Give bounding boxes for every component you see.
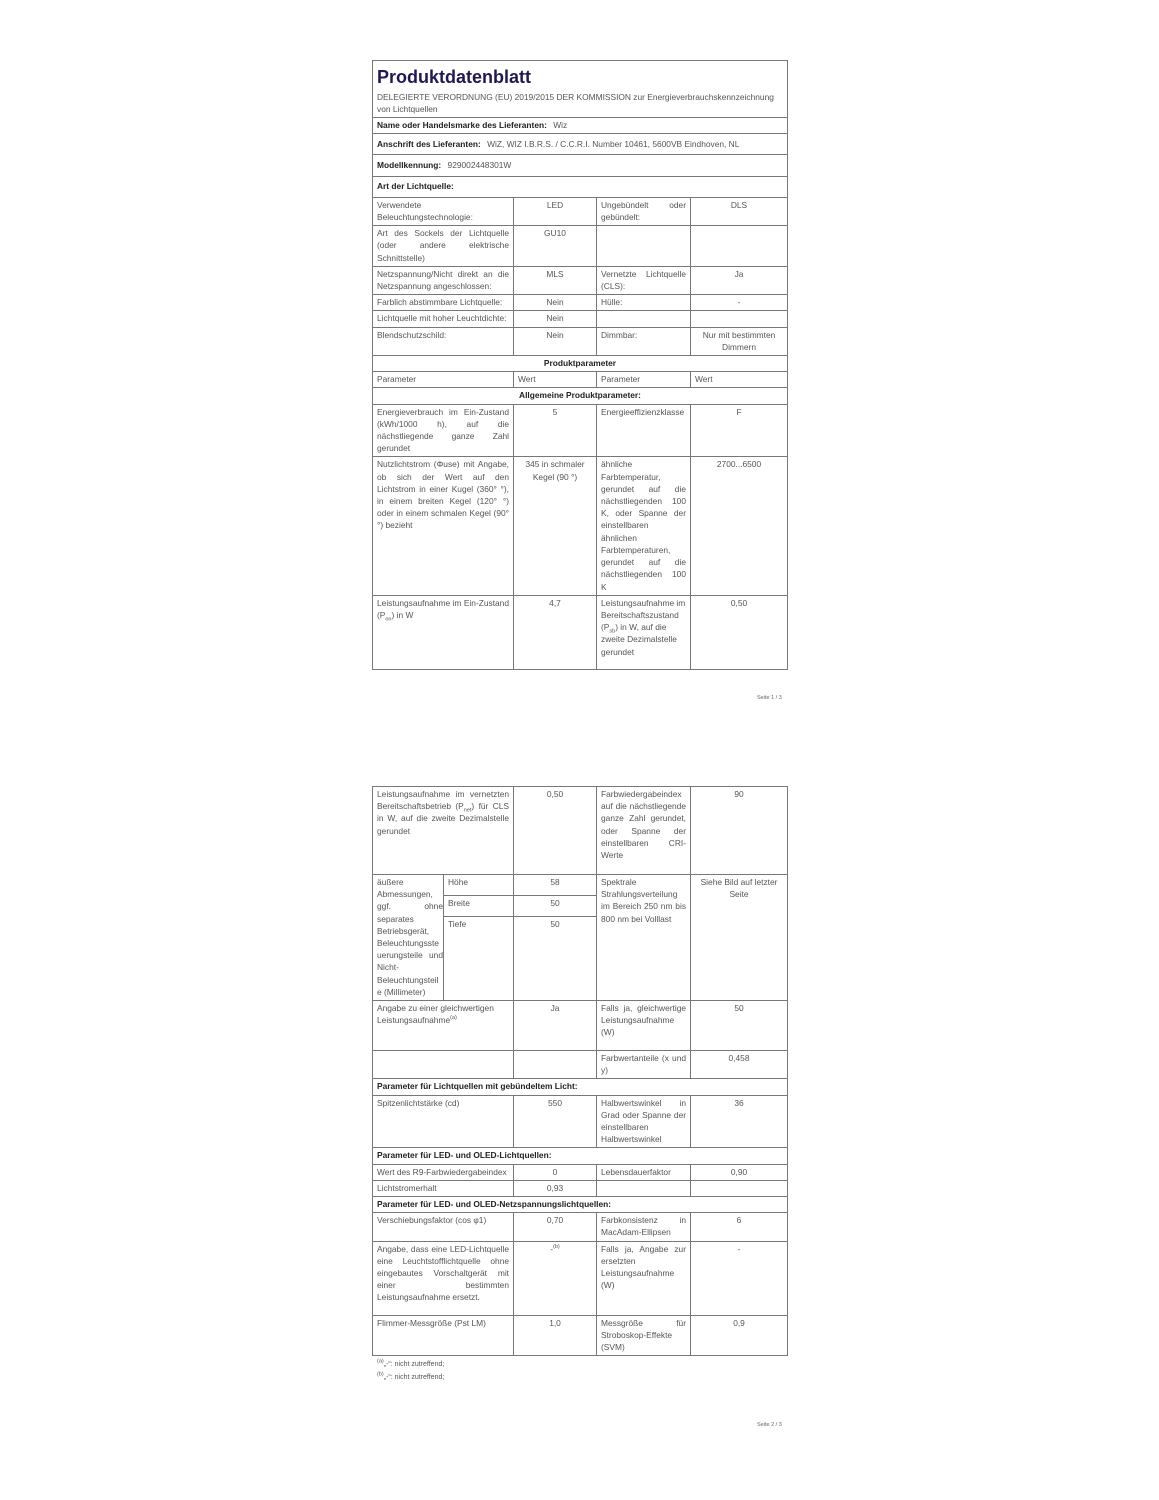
model-row <box>373 155 788 176</box>
type-row <box>373 311 788 327</box>
param-label: Energieverbrauch im Ein-Zustand (kWh/1000 h), auf die nächstliegende ganze Zahl gerundet <box>373 404 514 457</box>
param-value: 550 <box>514 1095 597 1148</box>
param-label: Energieeffizienzklasse <box>597 404 691 457</box>
type-row-value: MLS <box>514 266 597 294</box>
param-value: 6 <box>691 1213 788 1241</box>
param-label: Lebensdauerfaktor <box>597 1164 691 1180</box>
directional-heading: Parameter für Lichtquellen mit gebündeltem Licht: <box>373 1079 788 1095</box>
param-row <box>373 787 788 875</box>
type-row-value: Nur mit bestimmten Dimmern <box>691 327 788 355</box>
type-row-label: Farblich abstimmbare Lichtquelle: <box>373 295 514 311</box>
empty-cell <box>691 1180 788 1196</box>
param-value: 0,50 <box>691 595 788 669</box>
model-id: 929002448301W <box>447 160 512 171</box>
col-header-param: Parameter <box>373 372 514 388</box>
dimension-value: 58 <box>514 875 597 896</box>
datasheet-table-2 <box>372 786 788 1356</box>
param-value: Ja <box>514 1001 597 1051</box>
type-row-label: Lichtquelle mit hoher Leuchtdichte: <box>373 311 514 327</box>
type-row-value: Nein <box>514 311 597 327</box>
supplier-address-row <box>373 134 788 155</box>
type-row-label: Vernetzte Lichtquelle (CLS): <box>597 266 691 294</box>
param-label: Farbwiedergabeindex auf die nächstliegende ganze Zahl gerundet, oder Spanne der einstellbaren CRI-Werte <box>597 787 691 875</box>
page-title: Produktdatenblatt <box>377 67 532 87</box>
supplier-address-label: Anschrift des Lieferanten: <box>377 139 481 150</box>
spectral-value: Siehe Bild auf letzter Seite <box>691 875 788 1001</box>
param-label: Nutzlichtstrom (Φuse) mit Angabe, ob sich der Wert auf den Lichtstrom in einer Kugel (360° °), in einem breiten Kegel (120° °) oder in einem schmalen Kegel (90° °) bezieht <box>373 457 514 595</box>
empty-cell <box>597 1180 691 1196</box>
type-row-value <box>691 226 788 267</box>
param-value: 36 <box>691 1095 788 1148</box>
param-value: 50 <box>691 1001 788 1051</box>
supplier-name: Wiz <box>553 120 568 130</box>
param-row <box>373 1164 788 1180</box>
param-label: Angabe, dass eine LED-Lichtquelle eine Leuchtstofflichtquelle ohne eingebautes Vorschaltgerät mit einer bestimmten Leistungsaufnahme ersetzt. <box>373 1241 514 1315</box>
param-value: 2700...6500 <box>691 457 788 595</box>
param-value: - <box>691 1241 788 1315</box>
param-value: 0,9 <box>691 1315 788 1356</box>
datasheet-page-2 <box>372 786 787 1384</box>
type-row-label: Dimmbar: <box>597 327 691 355</box>
type-row-label <box>597 311 691 327</box>
dimension-name: Höhe <box>444 875 514 896</box>
param-row <box>373 1095 788 1148</box>
datasheet-page-1 <box>372 60 787 670</box>
regulation-subtitle: DELEGIERTE VERORDNUNG (EU) 2019/2015 DER KOMMISSION zur Energieverbrauchskennzeichnung von Lichtquellen <box>377 92 774 114</box>
param-label: ähnliche Farbtemperatur, gerundet auf die nächstliegenden 100 K, oder Spanne der einstellbaren ähnlichen Farbtemperaturen, gerundet auf die nächstliegenden 100 K <box>597 457 691 595</box>
param-label: Leistungsaufnahme im vernetzten Bereitschaftsbetrieb $(P_{net})$ für CLS in W, auf die zweite Dezimalstelle gerundet <box>373 787 514 875</box>
footnote-b: $^{(b)}$„-“: nicht zutreffend; <box>377 1371 445 1382</box>
param-row <box>373 1213 788 1241</box>
type-row <box>373 197 788 225</box>
col-header-value: Wert <box>514 372 597 388</box>
model-label: Modellkennung: <box>377 160 442 171</box>
dimension-name: Tiefe <box>444 917 514 1001</box>
spectral-label: Spektrale Strahlungsverteilung im Bereich 250 nm bis 800 nm bei Volllast <box>597 875 691 1001</box>
param-value: -$^{(b)}$ <box>514 1241 597 1315</box>
type-row-value: Nein <box>514 295 597 311</box>
param-row <box>373 1315 788 1356</box>
type-row-value <box>691 311 788 327</box>
type-row <box>373 327 788 355</box>
type-row <box>373 226 788 267</box>
param-label: Lichtstromerhalt <box>373 1180 514 1196</box>
column-header-row <box>373 372 788 388</box>
page-number: Seite 2 / 3 <box>757 1422 782 1428</box>
led-heading: Parameter für LED- und OLED-Lichtquellen: <box>373 1148 788 1164</box>
param-row <box>373 1051 788 1079</box>
param-row <box>373 1180 788 1196</box>
general-row <box>373 404 788 457</box>
type-row-value: Ja <box>691 266 788 294</box>
param-value: 4,7 <box>514 595 597 669</box>
param-label: Messgröße für Stroboskop-Effekte (SVM) <box>597 1315 691 1356</box>
type-row-label <box>597 226 691 267</box>
supplier-address: WiZ, WIZ I.B.R.S. / C.C.R.I. Number 10461, 5600VB Eindhoven, NL <box>487 139 740 150</box>
param-label: Verschiebungsfaktor (cos φ1) <box>373 1213 514 1241</box>
param-value: 90 <box>691 787 788 875</box>
dimension-name: Breite <box>444 896 514 917</box>
supplier-name-label: Name oder Handelsmarke des Lieferanten: <box>377 120 547 130</box>
type-row-value: LED <box>514 197 597 225</box>
mains-heading: Parameter für LED- und OLED-Netzspannungslichtquellen: <box>373 1197 788 1213</box>
param-label: Angabe zu einer gleichwertigen Leistungsaufnahme$^{(a)}$ <box>373 1001 514 1051</box>
param-label: Falls ja, Angabe zur ersetzten Leistungsaufnahme (W) <box>597 1241 691 1315</box>
type-row-value: DLS <box>691 197 788 225</box>
empty-cell <box>514 1051 597 1079</box>
param-label: Flimmer-Messgröße (Pst LM) <box>373 1315 514 1356</box>
col-header-param: Parameter <box>597 372 691 388</box>
general-row <box>373 457 788 595</box>
empty-cell <box>373 1051 514 1079</box>
type-row-label: Ungebündelt oder gebündelt: <box>597 197 691 225</box>
light-type-heading: Art der Lichtquelle: <box>373 176 788 197</box>
page-number: Seite 1 / 3 <box>757 695 782 701</box>
param-label: Spitzenlichtstärke (cd) <box>373 1095 514 1148</box>
param-value: 0 <box>514 1164 597 1180</box>
type-row-label: Art des Sockels der Lichtquelle (oder andere elektrische Schnittstelle) <box>373 226 514 267</box>
type-row <box>373 295 788 311</box>
param-row <box>373 1001 788 1051</box>
param-label: Leistungsaufnahme im Ein-Zustand $(P_{on})$ in W <box>373 595 514 669</box>
param-label: Wert des R9-Farbwiedergabeindex <box>373 1164 514 1180</box>
param-label: Farbwertanteile (x und y) <box>597 1051 691 1079</box>
dimension-value: 50 <box>514 896 597 917</box>
param-value: 0,93 <box>514 1180 597 1196</box>
param-value: 5 <box>514 404 597 457</box>
type-row-value: - <box>691 295 788 311</box>
general-row <box>373 595 788 669</box>
param-value: 0,50 <box>514 787 597 875</box>
datasheet-table-1 <box>372 60 788 670</box>
general-params-heading: Allgemeine Produktparameter: <box>373 388 788 404</box>
col-header-value: Wert <box>691 372 788 388</box>
param-value: 0,458 <box>691 1051 788 1079</box>
param-value: 0,90 <box>691 1164 788 1180</box>
param-label: Falls ja, gleichwertige Leistungsaufnahme (W) <box>597 1001 691 1051</box>
type-row-value: Nein <box>514 327 597 355</box>
dimension-value: 50 <box>514 917 597 1001</box>
param-row <box>373 875 788 896</box>
param-label: Leistungsaufnahme im Bereitschaftszustand $(P_{sb})$ in W, auf die zweite Dezimalstelle gerundet <box>597 595 691 669</box>
type-row-label: Netzspannung/Nicht direkt an die Netzspannung angeschlossen: <box>373 266 514 294</box>
type-row-label: Verwendete Beleuchtungstechnologie: <box>373 197 514 225</box>
param-label: Halbwertswinkel in Grad oder Spanne der einstellbaren Halbwertswinkel <box>597 1095 691 1148</box>
type-row-value: GU10 <box>514 226 597 267</box>
supplier-name-row <box>373 118 788 134</box>
param-value: F <box>691 404 788 457</box>
param-label: Farbkonsistenz in MacAdam-Ellipsen <box>597 1213 691 1241</box>
product-params-heading: Produktparameter <box>373 356 788 372</box>
type-row <box>373 266 788 294</box>
type-row-label: Blendschutzschild: <box>373 327 514 355</box>
param-value: 0,70 <box>514 1213 597 1241</box>
param-row <box>373 1241 788 1315</box>
type-row-label: Hülle: <box>597 295 691 311</box>
dimensions-label: äußere Abmessungen, ggf. ohne separates Betriebsgerät, Beleuchtungssteuerungsteile und Nicht-Beleuchtungsteile (Millimeter) <box>373 875 444 1001</box>
footnote-a: $^{(a)}$„-“: nicht zutreffend; <box>377 1358 445 1369</box>
param-value: 345 in schmaler Kegel (90 °) <box>514 457 597 595</box>
param-value: 1,0 <box>514 1315 597 1356</box>
